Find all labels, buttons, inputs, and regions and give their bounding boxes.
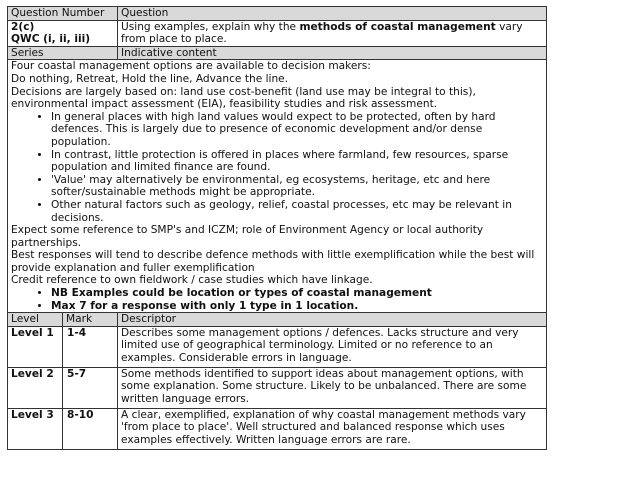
question-text-after: vary from place to place.	[121, 20, 523, 46]
content-bullet: • 'Value' may alternatively be environmental, eg ecosystems, heritage, etc and here softer/sustainable methods might be appropriate.	[51, 174, 543, 199]
level-name: Level 1	[8, 326, 63, 367]
closing-line: Expect some reference to SMP's and ICZM; role of Environment Agency or local authority partnerships.	[11, 224, 484, 249]
intro-line: Do nothing, Retreat, Hold the line, Advance the line.	[11, 72, 289, 85]
level-descriptor: Some methods identified to support ideas about management options, with some explanation. Some structure. Likely to be unbalanced. There are some written language errors.	[118, 367, 547, 408]
question-text-before: Using examples, explain why the	[121, 20, 300, 33]
question-header: Question	[118, 7, 547, 21]
level-descriptor: A clear, exemplified, explanation of why coastal management methods vary 'from place to place'. Well structured and balanced response which uses examples effectively. Written language errors are rare.	[118, 408, 547, 449]
level-descriptor: Describes some management options / defences. Lacks structure and very limited use of geographical terminology. Limited or no reference to an examples. Considerable errors in language.	[118, 326, 547, 367]
level-row	[8, 408, 547, 449]
question-text-bold: methods of coastal management	[299, 20, 496, 33]
content-bullet-list	[11, 111, 543, 224]
question-number-header: Question Number	[8, 7, 118, 21]
indicative-content-row	[8, 60, 547, 313]
qwc-label: QWC (i, ii, iii)	[11, 33, 91, 46]
closing-line: Credit reference to own fieldwork / case studies which have linkage.	[11, 274, 373, 287]
series-header-row	[8, 46, 547, 60]
series-label: Series	[8, 46, 118, 60]
descriptor-header: Descriptor	[118, 313, 547, 326]
mark-header: Mark	[63, 313, 118, 326]
content-bullet: • Other natural factors such as geology, relief, coastal processes, etc may be relevant in decisions.	[51, 199, 543, 224]
content-bullet: • In contrast, little protection is offered in places where farmland, few resources, sparse population and limited finance are found.	[51, 149, 543, 174]
level-mark: 1-4	[63, 326, 118, 367]
closing-line: Best responses will tend to describe defence methods with little exemplification while the best will provide explanation and fuller exemplification	[11, 249, 535, 274]
question-row	[8, 20, 547, 46]
question-table	[7, 6, 547, 313]
level-row	[8, 326, 547, 367]
markscheme-sheet	[7, 6, 547, 450]
question-number: 2(c)	[11, 20, 35, 33]
level-name: Level 2	[8, 367, 63, 408]
note-bullet: • NB Examples could be location or types of coastal management	[51, 287, 543, 300]
question-text	[118, 20, 547, 46]
indicative-content	[8, 60, 547, 313]
level-mark: 8-10	[63, 408, 118, 449]
note-bullet-list	[11, 287, 543, 312]
levels-table	[7, 313, 547, 450]
intro-line: Decisions are largely based on: land use cost-benefit (land use may be integral to this), environmental impact assessment (EIA), feasibility studies and risk assessment.	[11, 85, 476, 111]
level-mark: 5-7	[63, 367, 118, 408]
question-header-row	[8, 7, 547, 21]
content-bullet: • In general places with high land values would expect to be protected, often by hard defences. This is largely due to presence of economic development and/or dense population.	[51, 111, 543, 149]
level-name: Level 3	[8, 408, 63, 449]
level-header: Level	[8, 313, 63, 326]
note-bullet: • Max 7 for a response with only 1 type in 1 location.	[51, 300, 543, 313]
indicative-content-label: Indicative content	[118, 46, 547, 60]
intro-line: Four coastal management options are available to decision makers:	[11, 60, 371, 73]
question-number-cell	[8, 20, 118, 46]
levels-header-row	[8, 313, 547, 326]
level-row	[8, 367, 547, 408]
